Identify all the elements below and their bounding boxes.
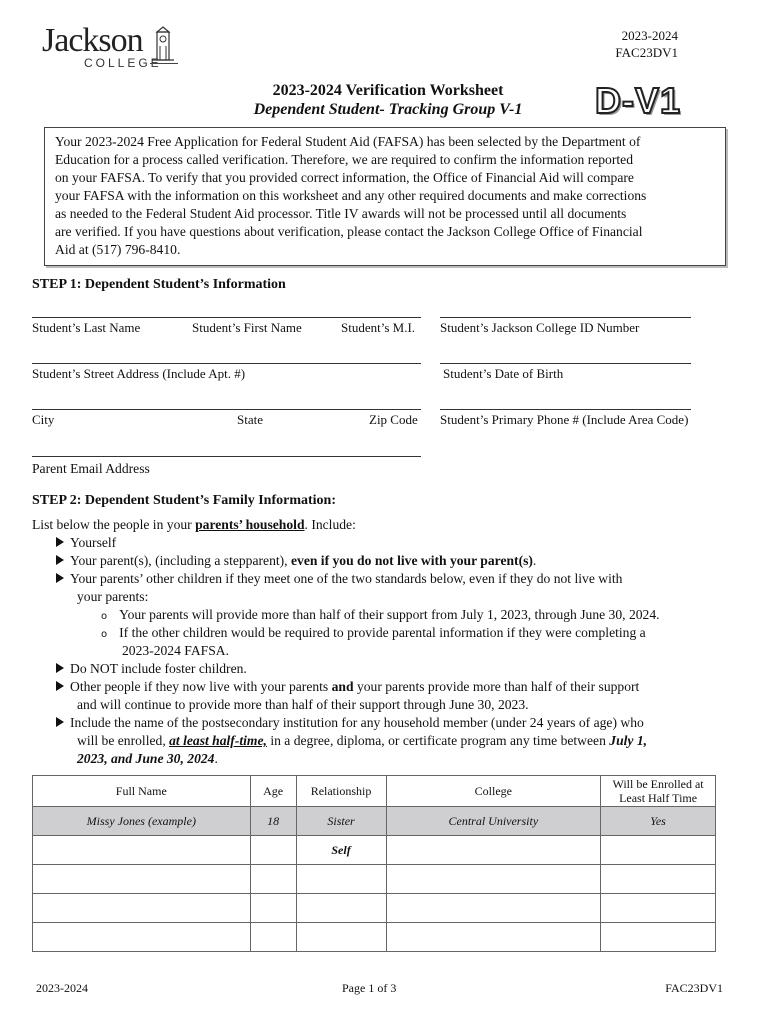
step2-intro: List below the people in your parents’ household. Include: (32, 517, 356, 532)
household-table (32, 775, 716, 952)
college-logo-wordmark: Jackson (42, 22, 143, 59)
city-state-zip-input-line[interactable] (32, 409, 421, 410)
circle-bullet-icon: o (101, 629, 108, 640)
cell-name[interactable] (33, 865, 251, 894)
cell-college[interactable] (386, 865, 601, 894)
sub-bullet-support: o Your parents will provide more than half of their support from July 1, 2023, through June 30, 2024. (101, 607, 660, 622)
intro-line: Education for a process called verification. Therefore, we are required to confirm the information reported (55, 152, 633, 167)
city-label: City (32, 412, 55, 427)
arrow-bullet-icon (56, 717, 64, 727)
header-year: 2023-2024 (621, 28, 678, 43)
table-row (33, 836, 716, 865)
intro-line: on your FAFSA. To verify that you provided correct information, the Office of Financial Aid will compare (55, 170, 634, 185)
cell-name[interactable] (33, 923, 251, 952)
intro-notice-box (44, 127, 726, 266)
intro-line: are verified. If you have questions about verification, please contact the Jackson College Office of Financial (55, 224, 643, 239)
cell-enrolled[interactable] (601, 923, 716, 952)
zip-code-label: Zip Code (369, 412, 418, 427)
cell-example-college: Central University (386, 807, 601, 836)
arrow-bullet-icon (56, 537, 64, 547)
cell-enrolled[interactable] (601, 894, 716, 923)
table-header-row (33, 776, 716, 807)
intro-line: Your 2023-2024 Free Application for Federal Student Aid (FAFSA) has been selected by the Department of (55, 134, 641, 149)
worksheet-subtitle: Dependent Student- Tracking Group V-1 (253, 101, 523, 118)
cell-age[interactable] (250, 836, 296, 865)
student-id-label: Student’s Jackson College ID Number (440, 320, 640, 335)
arrow-bullet-icon (56, 663, 64, 673)
last-first-mi-input-line[interactable] (32, 317, 421, 318)
parent-email-input-line[interactable] (32, 456, 421, 457)
intro-line: as needed to the Federal Student Aid processor. Title IV awards will not be processed until all documents (55, 206, 627, 221)
cell-college[interactable] (386, 894, 601, 923)
bullet-postsecondary: Include the name of the postsecondary institution for any household member (under 24 years of age) who (56, 714, 644, 732)
footer-form-code: FAC23DV1 (665, 981, 723, 995)
table-row-example (33, 807, 716, 836)
col-header-enrolled: Will be Enrolled at Least Half Time (601, 776, 716, 807)
table-row (33, 894, 716, 923)
cell-example-age: 18 (250, 807, 296, 836)
student-id-input-line[interactable] (440, 317, 691, 318)
cell-college[interactable] (386, 836, 601, 865)
middle-initial-label: Student’s M.I. (341, 320, 416, 335)
date-of-birth-input-line[interactable] (440, 363, 691, 364)
bullet-postsecondary-cont: will be enrolled, at least half-time, in a degree, diploma, or certificate program any time between July 1, (77, 733, 648, 748)
footer-page-number: Page 1 of 3 (342, 981, 397, 995)
arrow-bullet-icon (56, 555, 64, 565)
arrow-bullet-icon (56, 573, 64, 583)
table-row (33, 923, 716, 952)
cell-relationship[interactable] (296, 923, 386, 952)
cell-age[interactable] (250, 923, 296, 952)
cell-relationship[interactable] (296, 894, 386, 923)
header-form-code: FAC23DV1 (615, 45, 678, 60)
cell-relationship[interactable] (296, 865, 386, 894)
cell-age[interactable] (250, 865, 296, 894)
college-logo-subtitle: COLLEGE (84, 56, 162, 70)
step1-heading: STEP 1: Dependent Student’s Information (32, 277, 286, 292)
col-header-college: College (386, 776, 601, 807)
bullet-postsecondary-cont2: 2023, and June 30, 2024. (77, 751, 218, 766)
first-name-label: Student’s First Name (192, 320, 302, 335)
table-row (33, 865, 716, 894)
bullet-other-children: Your parents’ other children if they meet one of the two standards below, even if they do not live with (56, 570, 622, 588)
col-header-age: Age (250, 776, 296, 807)
cell-college[interactable] (386, 923, 601, 952)
worksheet-title: 2023-2024 Verification Worksheet (272, 82, 504, 99)
date-of-birth-label: Student’s Date of Birth (443, 366, 564, 381)
cell-example-name: Missy Jones (example) (33, 807, 251, 836)
bullet-other-children-cont: your parents: (77, 589, 149, 604)
col-header-full-name: Full Name (33, 776, 251, 807)
cell-age[interactable] (250, 894, 296, 923)
step2-heading: STEP 2: Dependent Student’s Family Information: (32, 493, 337, 508)
arrow-bullet-icon (56, 681, 64, 691)
form-badge: D-V1 (595, 80, 682, 121)
parent-email-label: Parent Email Address (32, 461, 150, 476)
street-address-input-line[interactable] (32, 363, 421, 364)
cell-example-enrolled: Yes (601, 807, 716, 836)
cell-name[interactable] (33, 836, 251, 865)
sub-bullet-parental-info: o If the other children would be required to provide parental information if they were completing a (101, 625, 646, 640)
intro-line: Aid at (517) 796-8410. (55, 242, 181, 257)
bullet-yourself: Yourself (56, 534, 116, 552)
cell-example-relationship: Sister (296, 807, 386, 836)
footer-year: 2023-2024 (36, 981, 88, 995)
street-address-label: Student’s Street Address (Include Apt. #) (32, 366, 246, 381)
college-tower-icon (150, 26, 176, 66)
bullet-other-people: Other people if they now live with your parents and your parents provide more than half of their support (56, 678, 639, 696)
phone-label: Student’s Primary Phone # (Include Area Code) (440, 412, 689, 427)
circle-bullet-icon: o (101, 611, 108, 622)
sub-bullet-parental-info-cont: 2023-2024 FAFSA. (122, 643, 230, 658)
bullet-foster: Do NOT include foster children. (56, 660, 247, 678)
col-header-relationship: Relationship (296, 776, 386, 807)
bullet-other-people-cont: and will continue to provide more than half of their support through June 30, 2023. (77, 697, 529, 712)
cell-enrolled[interactable] (601, 836, 716, 865)
last-name-label: Student’s Last Name (32, 320, 141, 335)
intro-line: your FAFSA with the information on this worksheet and any other required documents and make corrections (55, 188, 647, 203)
cell-enrolled[interactable] (601, 865, 716, 894)
bullet-parents: Your parent(s), (including a stepparent), even if you do not live with your parent(s). (56, 552, 536, 570)
cell-relationship-self: Self (296, 836, 386, 865)
state-label: State (237, 412, 263, 427)
logo-underline (150, 63, 178, 64)
cell-name[interactable] (33, 894, 251, 923)
phone-input-line[interactable] (440, 409, 691, 410)
